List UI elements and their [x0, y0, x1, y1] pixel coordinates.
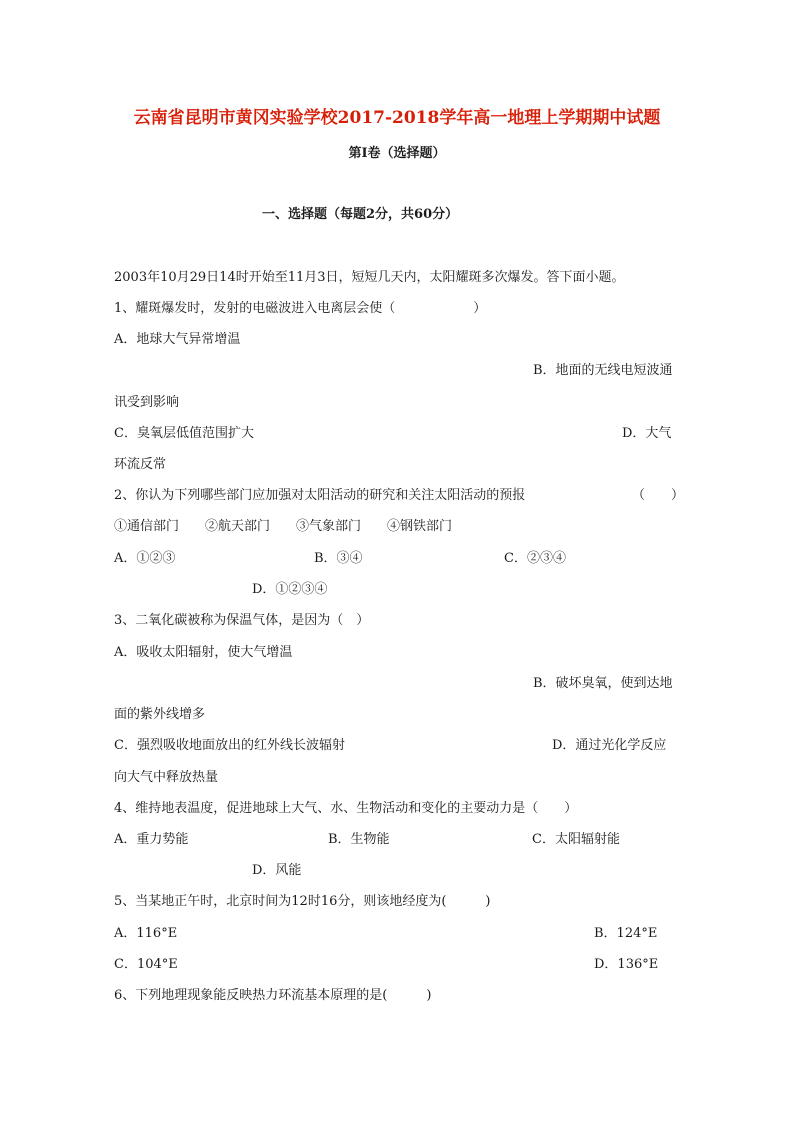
q2-stem: 2、你认为下列哪些部门应加强对太阳活动的研究和关注太阳活动的预报: [114, 488, 526, 503]
q2-option-d: D．①②③④: [252, 582, 328, 597]
q1-option-d-continued: 环流反常: [114, 457, 167, 472]
q6-stem: 6、下列地理现象能反映热力环流基本原理的是( ): [114, 988, 432, 1003]
page-title: 云南省昆明市黄冈实验学校2017-2018学年高一地理上学期期中试题: [133, 108, 661, 128]
q1-option-d: D．大气: [622, 426, 672, 441]
q3-stem: 3、二氧化碳被称为保温气体，是因为（ ）: [114, 613, 370, 628]
q5-option-b: B．124°E: [594, 926, 658, 941]
q3-option-d: D．通过光化学反应: [552, 738, 667, 753]
q4-option-c: C．太阳辐射能: [532, 832, 620, 847]
q1-stem: 1、耀斑爆发时，发射的电磁波进入电离层会使（ ）: [114, 301, 487, 316]
q3-option-b: B．破坏臭氧，使到达地: [533, 676, 673, 691]
q4-stem: 4、维持地表温度，促进地球上大气、水、生物活动和变化的主要动力是（ ）: [114, 801, 578, 816]
q5-option-c: C．104°E: [114, 957, 178, 972]
q4-option-b: B．生物能: [328, 832, 390, 847]
intro-text: 2003年10月29日14时开始至11月3日，短短几天内，太阳耀斑多次爆发。答下面小题。: [114, 270, 625, 285]
q2-items: ①通信部门 ②航天部门 ③气象部门 ④钢铁部门: [114, 519, 453, 534]
q2-option-a: A．①②③: [114, 551, 176, 566]
section-heading: 一、选择题（每题2分，共60分）: [262, 207, 459, 222]
q4-option-a: A．重力势能: [114, 832, 189, 847]
q2-option-b: B．③④: [314, 551, 363, 566]
q5-option-d: D．136°E: [594, 957, 659, 972]
q1-option-b-continued: 讯受到影响: [114, 395, 180, 410]
q5-option-a: A．116°E: [114, 926, 178, 941]
q3-option-a: A．吸收太阳辐射，使大气增温: [114, 645, 293, 660]
q1-option-a: A．地球大气异常增温: [114, 332, 241, 347]
q3-option-d-continued: 向大气中释放热量: [114, 770, 219, 785]
q4-option-d: D．风能: [252, 863, 302, 878]
volume-heading: 第Ⅰ卷（选择题）: [348, 146, 446, 161]
q5-stem: 5、当某地正午时，北京时间为12时16分，则该地经度为( ): [114, 894, 491, 909]
q2-option-c: C．②③④: [504, 551, 566, 566]
q3-option-c: C．强烈吸收地面放出的红外线长波辐射: [114, 738, 345, 753]
q1-option-b: B．地面的无线电短波通: [533, 363, 673, 378]
q2-answer-paren: （ ）: [632, 488, 685, 503]
q1-option-c: C．臭氧层低值范围扩大: [114, 426, 254, 441]
q3-option-b-continued: 面的紫外线增多: [114, 707, 206, 722]
